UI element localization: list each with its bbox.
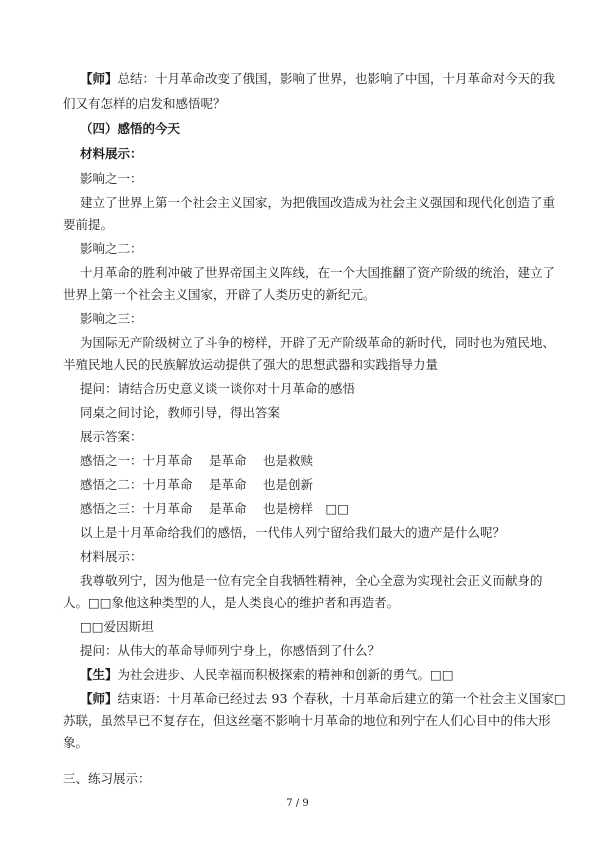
student-label: 【生】 [80,667,118,682]
material-heading-2: 材料展示： [80,549,143,564]
teacher-summary-line-1: 【师】总结：十月革命改变了俄国，影响了世界，也影响了中国，十月革命对今天的我 [80,71,556,86]
insight-2: 感悟之二：十月革命 是革命 也是创新 [80,477,313,492]
discussion-note: 同桌之间讨论，教师引导，得出答案 [80,405,281,420]
page-number: 7 / 9 [286,798,309,809]
impact-3-label: 影响之三： [80,311,143,326]
material-heading: 材料展示： [80,146,143,161]
closing-line-1: 【师】结束语：十月革命已经过去 93 个春秋，十月革命后建立的第一个社会主义国家□ [80,691,566,706]
closing-line-3: 象。 [63,735,89,750]
quote-line-1: 我尊敬列宁，因为他是一位有完全自我牺牲精神，全心全意为实现社会正义而献身的 [80,573,543,588]
impact-3-line-2: 半殖民地人民的民族解放运动提供了强大的思想武器和实践指导力量 [63,357,439,372]
teacher-label-2: 【师】 [80,691,118,706]
impact-1-label: 影响之一： [80,171,143,186]
impact-2-label: 影响之二： [80,241,143,256]
question-2: 提问：从伟大的革命导师列宁身上，你感悟到了什么？ [80,643,381,658]
impact-2-line-2: 世界上第一个社会主义国家，开辟了人类历史的新纪元。 [63,287,376,302]
quote-attribution: □□爱因斯坦 [80,619,154,634]
teacher-summary-line-2: 们又有怎样的启发和感悟呢？ [63,96,226,111]
teacher-label: 【师】 [80,71,118,86]
answers-heading: 展示答案： [80,429,143,444]
student-answer: 【生】为社会进步、人民幸福而积极探索的精神和创新的勇气。□□ [80,667,454,682]
transition-question: 以上是十月革命给我们的感悟，一代伟人列宁留给我们最大的遗产是什么呢？ [80,525,506,540]
question-1: 提问：请结合历史意义谈一谈你对十月革命的感悟 [80,381,356,396]
quote-line-2: 人。□□象他这种类型的人，是人类良心的维护者和再造者。 [63,595,400,610]
impact-3-line-1: 为国际无产阶级树立了斗争的榜样，开辟了无产阶级革命的新时代，同时也为殖民地、 [80,335,556,350]
impact-1-line-1: 建立了世界上第一个社会主义国家，为把俄国改造成为社会主义强国和现代化创造了重 [80,195,556,210]
insight-3: 感悟之三：十月革命 是革命 也是榜样 □□ [80,501,350,516]
closing-line-2: 苏联，虽然早已不复存在，但这丝毫不影响十月革命的地位和列宁在人们心目中的伟大形 [63,713,551,728]
impact-2-line-1: 十月革命的胜利冲破了世界帝国主义阵线，在一个大国推翻了资产阶级的统治，建立了 [80,265,556,280]
section-heading: （四）感悟的今天 [80,121,181,136]
insight-1: 感悟之一：十月革命 是革命 也是救赎 [80,453,313,468]
exercise-heading: 三、练习展示： [63,771,151,786]
impact-1-line-2: 要前提。 [63,217,114,232]
